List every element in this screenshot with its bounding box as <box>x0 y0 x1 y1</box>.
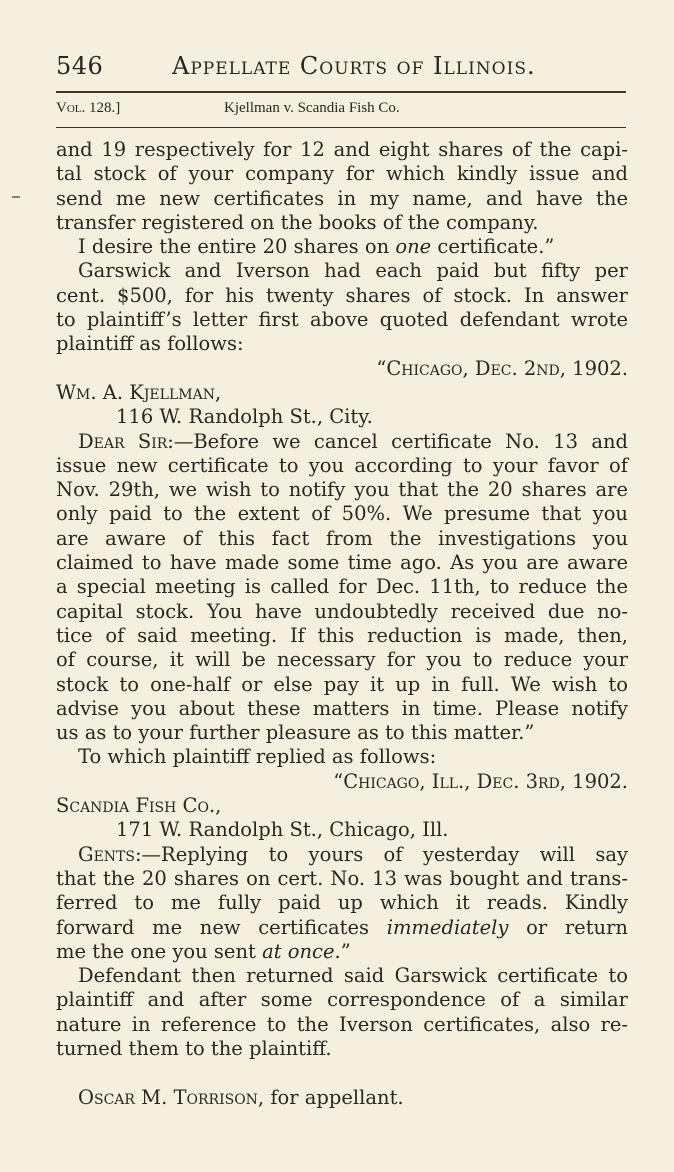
text-line: that the 20 shares on cert. No. 13 was bought and trans- <box>56 866 628 890</box>
text-line: capital stock. You have undoubtedly received due no- <box>56 599 628 623</box>
page-number: 546 <box>56 52 104 80</box>
volume-label: Vol. 128.] <box>56 100 121 116</box>
text-span: Scandia Fish Co., <box>56 794 222 818</box>
text-line: tice of said meeting. If this reduction is made, then, <box>56 623 628 647</box>
subheader-rule <box>56 127 626 128</box>
salutation: Dear Sir: <box>78 429 174 453</box>
text-line: a special meeting is called for Dec. 11th, to reduce the <box>56 575 628 599</box>
text-span: immediately <box>386 915 509 939</box>
counsel-name: Oscar M. Torrison <box>78 1085 258 1109</box>
text-line: ferred to me fully paid up which it reads. Kindly <box>56 891 628 915</box>
letter-addressee <box>56 381 628 405</box>
margin-mark <box>12 196 20 198</box>
opinion-text <box>56 138 628 1110</box>
counsel-line <box>56 1086 628 1110</box>
text-line: of course, it will be necessary for you to reduce your <box>56 648 628 672</box>
text-span: at once. <box>262 939 341 963</box>
text-span: I desire the entire 20 shares on <box>78 235 396 259</box>
text-span: certificate.” <box>431 235 555 259</box>
text-span: forward me new certificates <box>56 915 387 939</box>
text-line: claimed to have made some time ago. As you are aware <box>56 551 628 575</box>
text-line: nature in reference to the Iverson certificates, also re- <box>56 1012 628 1036</box>
text-line <box>56 916 628 940</box>
text-line: are aware of this fact from the investigations you <box>56 526 628 550</box>
text-span: ” <box>340 939 351 963</box>
text-line <box>56 940 628 964</box>
text-line <box>56 843 628 867</box>
text-span: “Chicago, Dec. 2nd, 1902. <box>376 356 628 380</box>
case-title: Kjellman v. Scandia Fish Co. <box>224 100 400 116</box>
text-line <box>56 235 628 259</box>
text-line: transfer registered on the books of the company. <box>56 210 539 234</box>
text-line: cent. $500, for his twenty shares of stock. In answer <box>56 283 628 307</box>
letter-dateline <box>56 357 628 381</box>
text-line: us as to your further pleasure as to this matter.” <box>56 721 535 745</box>
text-line: turned them to the plaintiff. <box>56 1036 332 1060</box>
text-span: , for appellant. <box>257 1085 404 1109</box>
text-span: one <box>395 235 432 259</box>
text-span: —Replying to yours of yesterday will say <box>141 842 628 866</box>
text-line: only paid to the extent of 50%. We presume that you <box>56 502 628 526</box>
text-line: Nov. 29th, we wish to notify you that the 20 shares are <box>56 478 628 502</box>
text-line: send me new certificates in my name, and have the <box>56 186 628 210</box>
letter-addressee <box>56 794 628 818</box>
text-span: —Before we cancel certificate No. 13 and <box>173 429 628 453</box>
text-span: Wm. A. Kjellman, <box>56 380 222 404</box>
text-line <box>56 430 628 454</box>
text-line: and 19 respectively for 12 and eight shares of the capi- <box>56 138 628 161</box>
text-line: stock to one-half or else pay it up in full. We wish to <box>56 672 628 696</box>
text-line: Garswick and Iverson had each paid but fifty per <box>78 259 628 283</box>
blank-line <box>56 1061 628 1085</box>
text-span: or return <box>508 915 628 939</box>
text-line: Defendant then returned said Garswick certificate to <box>78 964 628 988</box>
text-line: to plaintiff’s letter first above quoted defendant wrote <box>56 308 628 332</box>
text-line: issue new certificate to you according to your favor of <box>56 453 628 477</box>
letter-dateline <box>56 770 628 794</box>
text-line: tal stock of your company for which kindly issue and <box>56 162 628 186</box>
header-rule <box>56 91 626 93</box>
text-line: plaintiff as follows: <box>56 332 244 356</box>
letter-address: 116 W. Randolph St., City. <box>116 405 373 429</box>
letter-address: 171 W. Randolph St., Chicago, Ill. <box>116 818 449 842</box>
running-title: Appellate Courts of Illinois. <box>172 52 536 80</box>
salutation: Gents: <box>78 842 142 866</box>
text-line: advise you about these matters in time. Please notify <box>56 696 628 720</box>
text-span: “Chicago, Ill., Dec. 3rd, 1902. <box>333 769 628 793</box>
text-line: To which plaintiff replied as follows: <box>78 745 437 769</box>
text-line: plaintiff and after some correspondence of a similar <box>56 988 628 1012</box>
text-span: me the one you sent <box>56 939 263 963</box>
